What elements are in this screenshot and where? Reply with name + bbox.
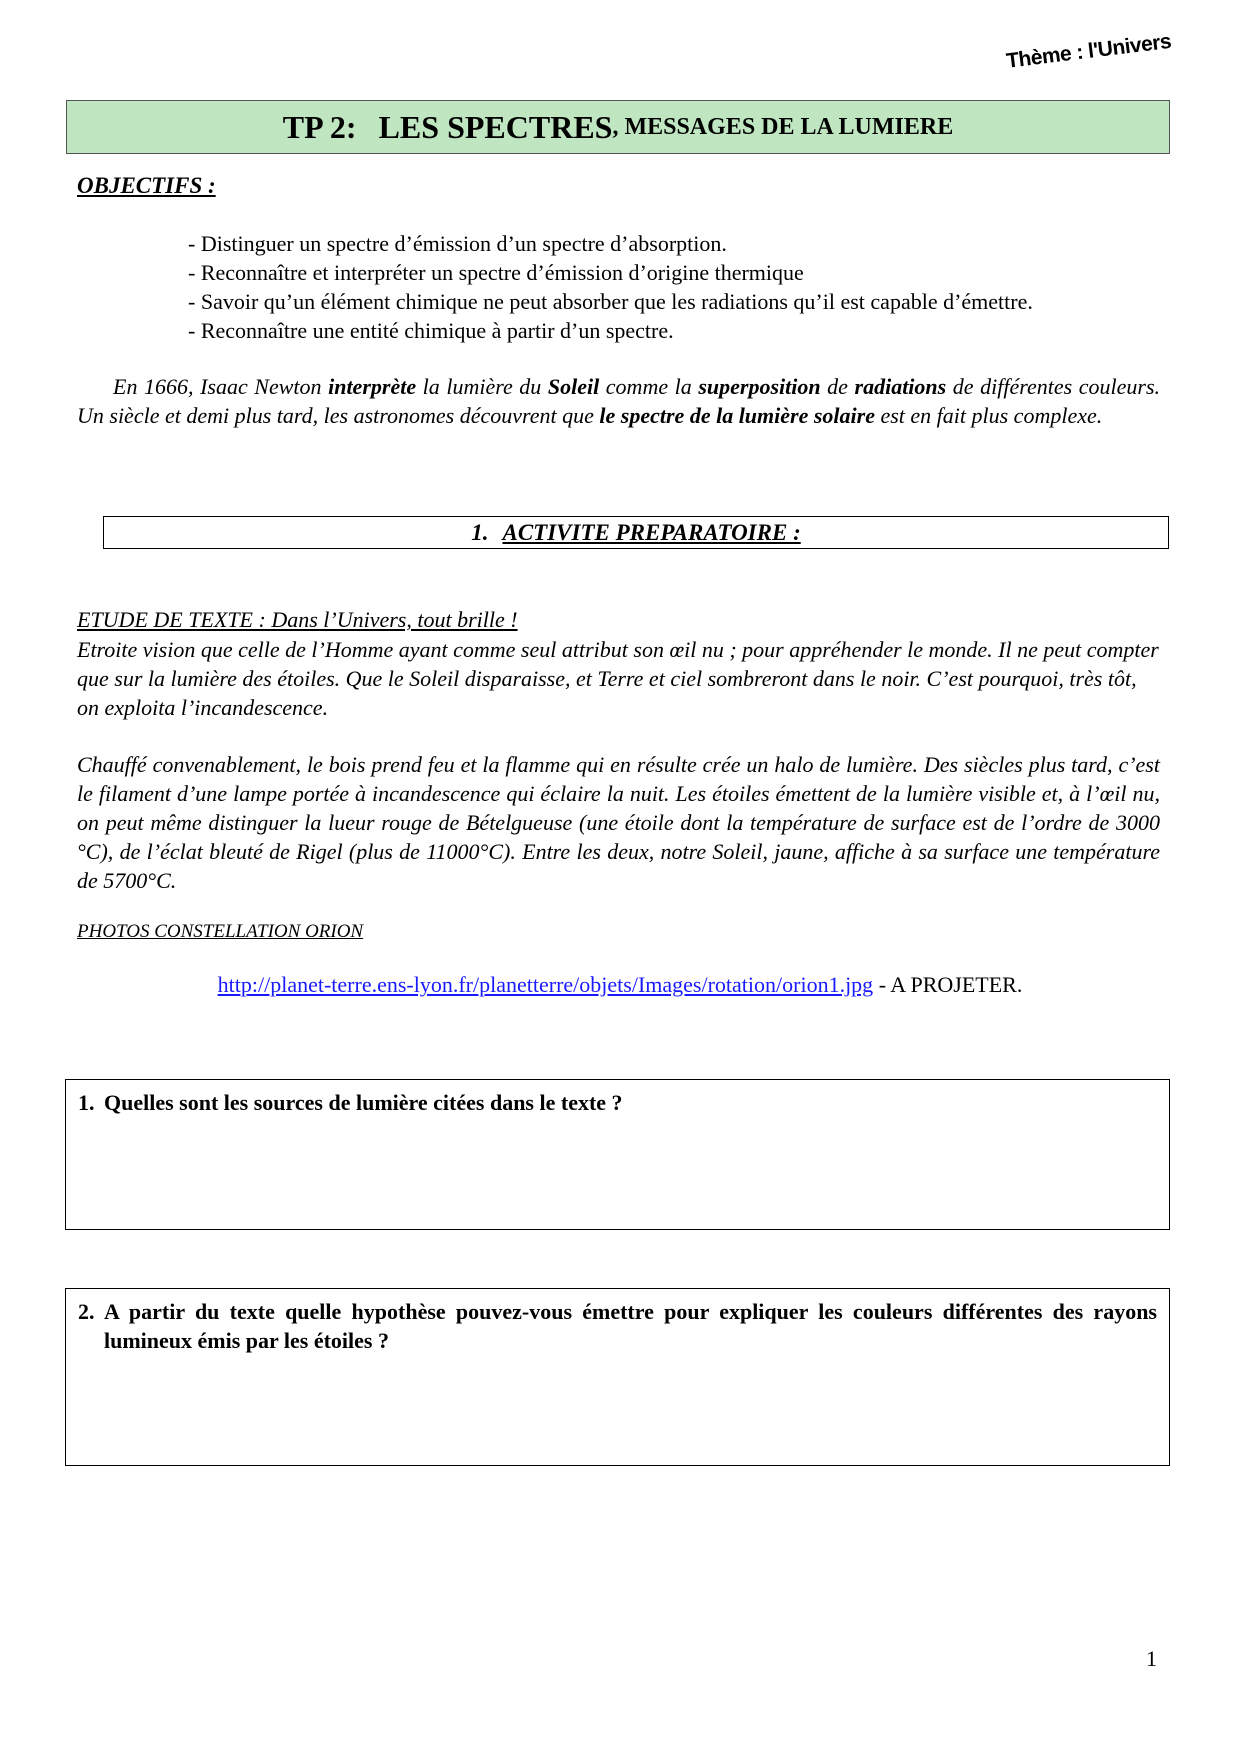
section-label: ACTIVITE PREPARATOIRE : [502, 519, 801, 545]
etude-title: ETUDE DE TEXTE : Dans l’Univers, tout brille ! [77, 607, 518, 632]
photos-heading: PHOTOS CONSTELLATION ORION [77, 921, 364, 942]
page-title [66, 100, 1170, 154]
title-part-spectres: LES SPECTRES [378, 108, 613, 145]
title-part-tp: TP 2: [282, 108, 357, 145]
projeter-note: - A PROJETER. [873, 972, 1023, 997]
intro-paragraph: En 1666, Isaac Newton interprète la lumière du Soleil comme la superposition de radiations de différentes couleurs. Un siècle et demi plus tard, les astronomes découvrent que le spectre de la lumière solaire est en fait plus complexe. [77, 374, 1160, 428]
question-text: A partir du texte quelle hypothèse pouvez-vous émettre pour expliquer les couleurs différentes des rayons lumineux émis par les étoiles ? [104, 1299, 1157, 1353]
section-heading-activite [103, 516, 1169, 549]
list-item: - Distinguer un spectre d’émission d’un spectre d’absorption. [188, 229, 1188, 258]
objectifs-heading: OBJECTIFS : [77, 173, 216, 198]
etude-paragraph-2: Chauffé convenablement, le bois prend feu et la flamme qui en résulte crée un halo de lumière. Des siècles plus tard, c’est le filament d’une lampe portée à incandescence qui éclaire la nuit. Les étoiles émettent de la lumière visible et, à l’œil nu, on peut même distinguer la lueur rouge de Bételgueuse (une étoile dont la température de surface est de l’ordre de 3000 °C), de l’éclat bleuté de Rigel (plus de 11000°C). Entre les deux, notre Soleil, jaune, affiche à sa surface une température de 5700°C. [77, 752, 1160, 893]
orion-link-line [0, 972, 1240, 998]
question-box-2[interactable] [65, 1288, 1170, 1466]
question-number: 2. [78, 1299, 95, 1324]
question-box-1[interactable] [65, 1079, 1170, 1230]
question-text: Quelles sont les sources de lumière citées dans le texte ? [104, 1090, 623, 1115]
etude-paragraph-1: Etroite vision que celle de l’Homme ayant comme seul attribut son œil nu ; pour appréhender le monde. Il ne peut compter que sur la lumière des étoiles. Que le Soleil disparaisse, et Terre et ciel sombreront dans le noir. C’est pourquoi, très tôt, on exploita l’incandescence. [77, 637, 1159, 720]
question-number: 1. [78, 1090, 95, 1115]
list-item: - Reconnaître et interpréter un spectre d’émission d’origine thermique [188, 258, 1188, 287]
title-part-messages: , MESSAGES DE LA LUMIERE [612, 113, 954, 140]
orion-photo-link[interactable]: http://planet-terre.ens-lyon.fr/planetterre/objets/Images/rotation/orion1.jpg [217, 972, 874, 997]
section-number: 1. [471, 519, 489, 545]
page-number: 1 [1146, 1646, 1157, 1671]
list-item: - Reconnaître une entité chimique à partir d’un spectre. [188, 316, 1188, 345]
list-item: - Savoir qu’un élément chimique ne peut absorber que les radiations qu’il est capable d’émettre. [188, 287, 1188, 316]
theme-tag: Thème : l'Univers [1005, 29, 1173, 73]
objectifs-list [188, 229, 1188, 345]
